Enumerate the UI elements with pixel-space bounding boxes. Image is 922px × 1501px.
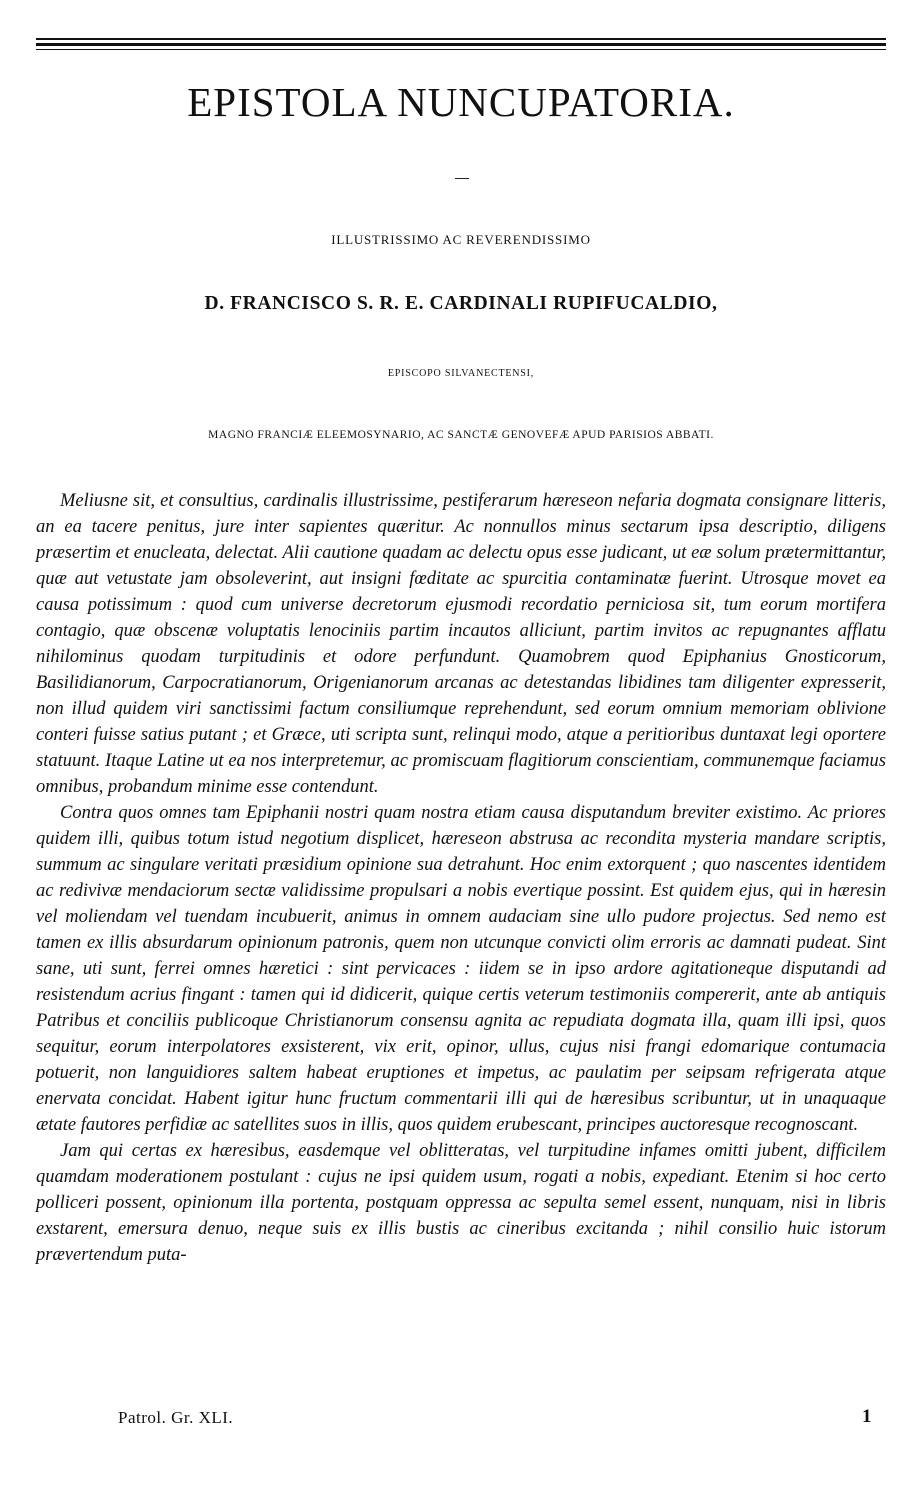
paragraph: Jam qui certas ex hæresibus, easdemque vel oblitteratas, vel turpitudine infames omitti jubent, difficilem quamdam moderationem postulant : cujus ne ipsi quidem usum, rogati a nobis, expediant. Etenim si hoc certo polliceri possent, opinionum illa portenta, postquam oppressa ac sepulta semel essent, nunquam, nisi in libris exstarent, emersura denuo, neque suis ex illis bustis ac cineribus excitanda ; nihil consilio huic istorum prævertendum puta- [36,1141,886,1265]
body-text [36,488,886,1268]
paragraph: Meliusne sit, et consultius, cardinalis illustrissime, pestiferarum hæreseon nefaria dogmata consignare litteris, an ea tacere penitus, jure inter sapientes quæritur. Ac nonnullos minus sectarum ipsa descriptio, diligens præsertim et enucleata, delectat. Alii cautione quadam ac delectu opus esse judicant, ut eæ solum prætermittantur, quæ aut vetustate jam obsoleverint, aut insigni fœditate ac spurcitia contaminatæ fuerint. Utrosque movet ea causa potissimum : quod cum universe decretorum ejusmodi recordatio perniciosa sit, tum eorum mortifera contagio, quæ obscenæ voluptatis lenociniis partim incautos alliciunt, partim invitos ac repugnantes afflatu nihilominus quodam turpitudinis et odore perfundunt. Quamobrem quod Epiphanius Gnosticorum, Basilidianorum, Carpocratianorum, Origenianorum arcanas ac detestandas libidines tam diligenter expresserit, non illud quidem viri sanctissimi factum consiliumque reprehendunt, sed eorum omnium memoriam oblivione conteri fuisse satius putant ; et Græce, uti scripta sunt, relinqui modo, atque a peritioribus duntaxat legi oportere statuunt. Itaque Latine ut ea nos interpretemur, ac promiscuam flagitiorum conscientiam, communemque faciamus omnibus, probandum minime esse contendunt. [36,491,886,797]
top-rule-thick [36,43,886,46]
page-title: EPISTOLA NUNCUPATORIA. [187,79,735,125]
signature-mark: Patrol. Gr. XLI. [118,1408,234,1427]
dedication-line-4: MAGNO FRANCIÆ ELEEMOSYNARIO, AC SANCTÆ GENOVEFÆ APUD PARISIOS ABBATI. [208,429,714,441]
dedication-line-1: ILLUSTRISSIMO AC REVERENDISSIMO [331,232,591,247]
dedication-addressee: D. FRANCISCO S. R. E. CARDINALI RUPIFUCALDIO, [204,293,718,314]
dedication-line-3: EPISCOPO SILVANECTENSI, [387,368,535,379]
paragraph: Contra quos omnes tam Epiphanii nostri quam nostra etiam causa disputandum breviter existimo. Ac priores quidem illi, quibus totum istud negotium displicet, hæreseon abstrusa ac recondita mysteria mandare scriptis, summum ac singulare veritati præsidium opinione sua detrahunt. Hoc enim extorquent ; quo nascentes identidem ac redivivæ mendaciorum sectæ validissime propulsari a nobis evertique possint. Est quidem ejus, qui in hæresin vel moliendam vel tuendam incubuerit, animus in omnem audaciam sine ullo pudore projectus. Sed nemo est tamen ex illis absurdarum opinionum patronis, quem non utcunque convicti olim erroris ac damnati pudeat. Sint sane, uti sunt, ferrei omnes hæretici : sint pervicaces : iidem se in ipso ardore agitationeque disputandi ad resistendum acrius fingant : tamen qui id didicerit, quique certis veterum testimoniis compererit, ante ab antiquis Patribus et conciliis publicoque Christianorum consensu agnita ac repudiata dogmata illa, quam illi ipsi, quos sequitur, eorum interpolatores exsisterent, vix erit, opinor, ullus, cujus nisi frangi edomarique contumacia potuerit, non languidiores saltem habeat eruptiones et impetus, ac paulatim per seipsam refrigerata atque enervata concidat. Habent igitur hunc fructum commentarii illi qui de hæresibus scribuntur, ut in unaquaque ætate fautores perfidiæ ac satellites suos in illis, quos quidem erubescant, principes auctoresque recognoscant. [36,803,886,1135]
page-number: 1 [862,1406,872,1427]
top-rule-thin [36,49,886,50]
top-rule [36,38,886,40]
title-separator [455,178,469,179]
